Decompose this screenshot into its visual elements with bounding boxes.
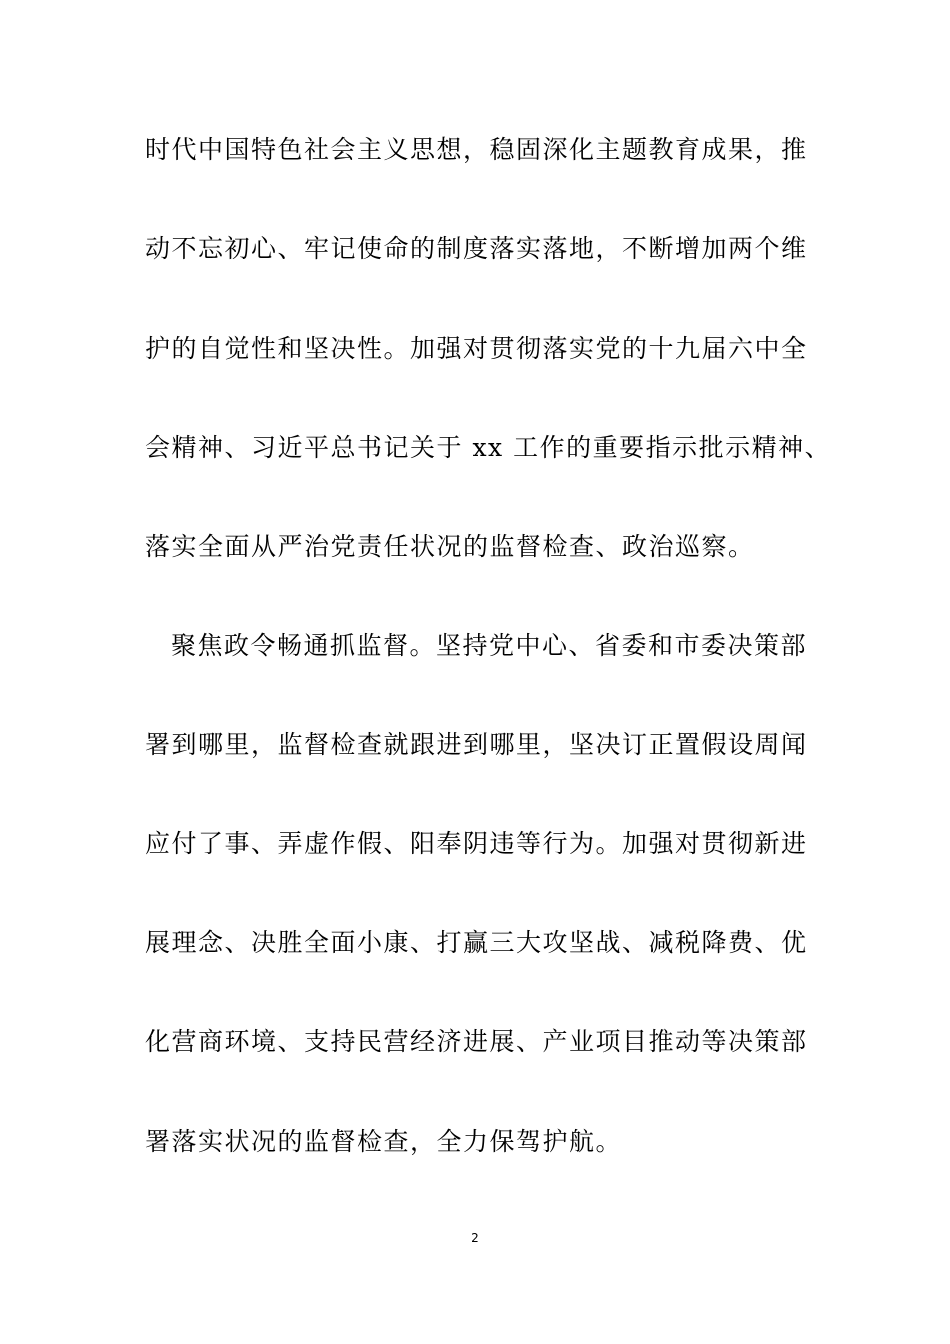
paragraph-1-line-4: 会精神、习近平总书记关于 xx 工作的重要指示批示精神、	[145, 433, 832, 462]
paragraph-2-line-3: 应付了事、弄虚作假、阳奉阴违等行为。加强对贯彻新进	[145, 829, 808, 858]
paragraph-1-line-5: 落实全面从严治党责任状况的监督检查、政治巡察。	[145, 532, 755, 561]
paragraph-2-line-1: 聚焦政令畅通抓监督。坚持党中心、省委和市委决策部	[171, 631, 808, 660]
paragraph-1-line-1: 时代中国特色社会主义思想，稳固深化主题教育成果，推	[145, 135, 808, 164]
page-number: 2	[471, 1231, 479, 1245]
paragraph-2-line-2: 署到哪里，监督检查就跟进到哪里，坚决订正置假设周闻	[145, 730, 808, 759]
paragraph-2-line-5: 化营商环境、支持民营经济进展、产业项目推动等决策部	[145, 1027, 808, 1056]
paragraph-2-line-6: 署落实状况的监督检查，全力保驾护航。	[145, 1127, 623, 1156]
paragraph-1-line-2: 动不忘初心、牢记使命的制度落实落地，不断增加两个维	[145, 234, 808, 263]
paragraph-2-line-4: 展理念、决胜全面小康、打赢三大攻坚战、减税降费、优	[145, 928, 808, 957]
paragraph-1-line-3: 护的自觉性和坚决性。加强对贯彻落实党的十九届六中全	[145, 334, 808, 363]
